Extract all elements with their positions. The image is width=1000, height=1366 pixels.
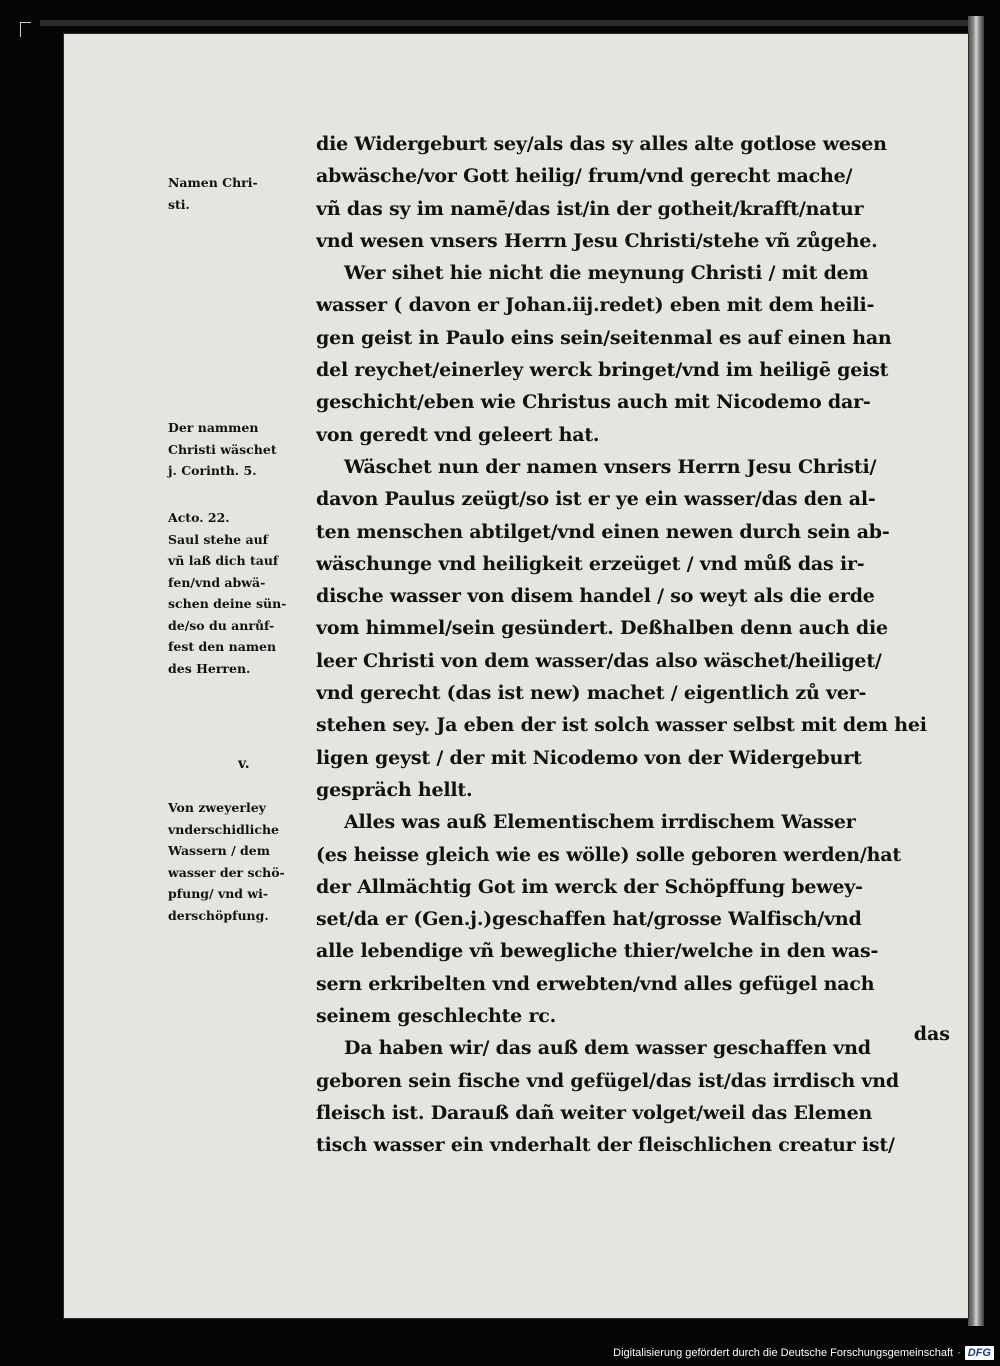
text-line: leer Christi von dem wasser/das also wäschet/heiliget/ xyxy=(316,649,882,672)
text-line: Wer sihet hie nicht die meynung Christi / mit dem xyxy=(344,262,869,285)
book-top-edge xyxy=(40,20,970,26)
margin-note-line: vnderschidliche xyxy=(168,821,280,837)
dfg-logo: DFG xyxy=(965,1346,994,1360)
text-line: vom himmel/sein gesündert. Deßhalben denn auch die xyxy=(316,617,888,640)
text-line: fleisch ist. Darauß dañ weiter volget/weil das Elemen xyxy=(316,1101,873,1124)
margin-note-line: sti. xyxy=(168,196,190,212)
text-line: der Allmächtig Got im werck der Schöpffung bewey- xyxy=(316,875,863,898)
margin-note-von-zweyerley xyxy=(168,797,318,926)
text-line: Wäschet nun der namen vnsers Herrn Jesu Christi/ xyxy=(344,455,877,478)
text-line: del reychet/einerley werck bringet/vnd im heiligē geist xyxy=(316,359,889,382)
text-line: alle lebendige vñ bewegliche thier/welche in den was- xyxy=(316,940,879,963)
margin-note-der-nammen xyxy=(168,417,318,482)
text-line: geboren sein fische vnd gefügel/das ist/das irrdisch vnd xyxy=(316,1069,899,1092)
text-line: vnd wesen vnsers Herrn Jesu Christi/stehe vñ zůgehe. xyxy=(316,229,878,252)
text-line: gen geist in Paulo eins sein/seitenmal es auf einen han xyxy=(316,326,892,349)
margin-note-line: derschöpfung. xyxy=(168,907,269,923)
text-line: dische wasser von disem handel / so weyt als die erde xyxy=(316,585,875,608)
text-line: vnd gerecht (das ist new) machet / eigentlich zů ver- xyxy=(316,682,867,705)
margin-note-line: fen/vnd abwä- xyxy=(168,574,266,590)
margin-note-line: v. xyxy=(238,756,250,772)
margin-note-line: Acto. 22. xyxy=(168,510,230,525)
text-line: wäschunge vnd heiligkeit erzeüget / vnd můß das ir- xyxy=(316,552,865,575)
margin-note-line: vñ laß dich tauf xyxy=(168,553,279,568)
margin-note-line: schen deine sün- xyxy=(168,596,287,611)
text-line: gespräch hellt. xyxy=(316,778,473,801)
margin-note-line: Saul stehe auf xyxy=(168,531,269,547)
margin-note-line: Christi wäschet xyxy=(168,441,277,457)
catchword: das xyxy=(913,1023,950,1045)
book-spine xyxy=(968,16,984,1326)
margin-note-line: wasser der schö- xyxy=(168,864,285,880)
text-line: geschicht/eben wie Christus auch mit Nicodemo dar- xyxy=(316,391,871,414)
margin-note-chapter-v xyxy=(238,754,388,776)
text-line: davon Paulus zeügt/so ist er ye ein wasser/das den al- xyxy=(316,488,876,511)
text-line: set/da er (Gen.j.)geschaffen hat/grosse Walfisch/vnd xyxy=(316,908,862,931)
text-line: sern erkribelten vnd erwebten/vnd alles gefügel nach xyxy=(316,972,875,995)
footer-separator: · xyxy=(957,1347,961,1359)
margin-note-line: fest den namen xyxy=(168,639,277,654)
text-line: (es heisse gleich wie es wölle) solle geboren werden/hat xyxy=(316,843,901,866)
margin-note-acto-22 xyxy=(168,507,318,679)
text-line: vñ das sy im namē/das ist/in der gotheit/krafft/natur xyxy=(316,197,864,220)
text-line: Alles was auß Elementischem irrdischem Wasser xyxy=(344,811,856,834)
text-line: ligen geyst / der mit Nicodemo von der Widergeburt xyxy=(316,746,862,769)
text-line: Da haben wir/ das auß dem wasser geschaffen vnd xyxy=(344,1037,871,1060)
footer-credit xyxy=(613,1346,994,1360)
corner-crop-mark xyxy=(20,22,31,37)
text-line: die Widergeburt sey/als das sy alles alte gotlose wesen xyxy=(316,133,887,155)
margin-note-line: Wassern / dem xyxy=(168,843,270,858)
margin-note-line: Von zweyerley xyxy=(168,800,266,815)
margin-note-line: des Herren. xyxy=(168,660,251,676)
margin-note-line: de/so du anrůf- xyxy=(168,617,275,633)
margin-note-namen-christi xyxy=(168,172,318,215)
footer-text: Digitalisierung gefördert durch die Deutsche Forschungsgemeinschaft xyxy=(613,1347,954,1359)
text-line: ten menschen abtilget/vnd einen newen durch sein ab- xyxy=(316,520,890,543)
text-line: wasser ( davon er Johan.iij.redet) eben mit dem heili- xyxy=(316,294,875,317)
margin-note-line: pfung/ vnd wi- xyxy=(168,886,269,901)
text-line: abwäsche/vor Gott heilig/ frum/vnd gerecht mache/ xyxy=(316,165,853,188)
text-line: von geredt vnd geleert hat. xyxy=(316,423,600,446)
main-text-block xyxy=(316,128,944,1162)
margin-note-line: Der nammen xyxy=(168,420,259,435)
margin-note-line: Namen Chri- xyxy=(168,175,258,190)
text-line: seinem geschlechte rc. xyxy=(316,1005,557,1028)
text-line: tisch wasser ein vnderhalt der fleischlichen creatur ist/ xyxy=(316,1134,895,1157)
margin-note-line: j. Corinth. 5. xyxy=(168,463,257,478)
text-line: stehen sey. Ja eben der ist solch wasser selbst mit dem hei xyxy=(316,714,927,737)
